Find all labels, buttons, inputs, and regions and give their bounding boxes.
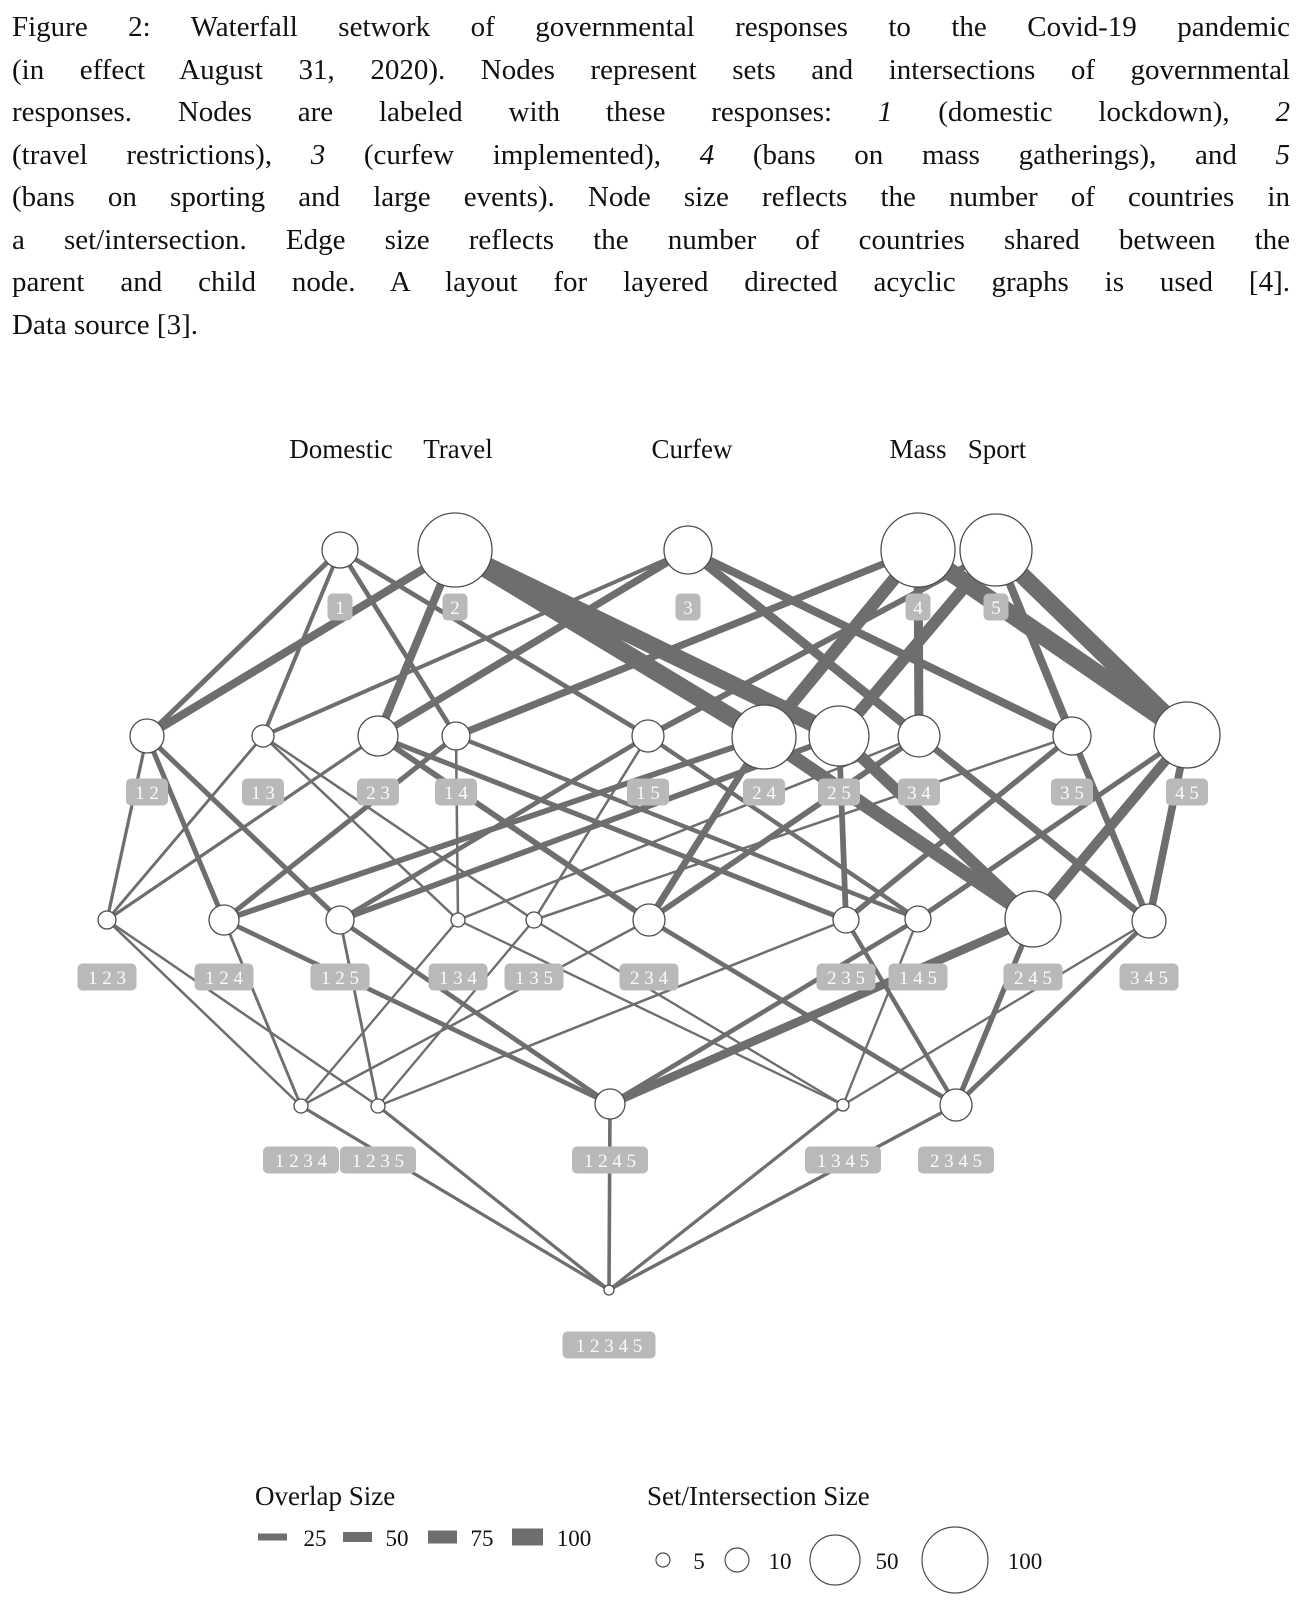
legend-size-circle-50: [810, 1535, 860, 1585]
node-label-123: [78, 964, 137, 991]
edge-14-134: [456, 736, 458, 920]
node-12345: [604, 1285, 614, 1295]
node-label-125: [311, 964, 370, 991]
node-15: [632, 720, 664, 752]
node-label-text-24: 2 4: [752, 783, 776, 804]
legend-overlap-value-75: 75: [470, 1526, 494, 1551]
node-label-25: [818, 779, 860, 806]
node-label-245: [1004, 964, 1063, 991]
caption-response-number: 1: [877, 96, 893, 128]
edge-2345-12345: [609, 1105, 956, 1290]
edge-123-1235: [107, 920, 378, 1106]
legend-overlap-title: Overlap Size: [255, 1481, 396, 1511]
node-label-2: [443, 594, 468, 621]
column-header-travel: Travel: [423, 434, 493, 464]
legend-size-value-100: 100: [1007, 1549, 1043, 1574]
node-25: [809, 706, 869, 766]
node-label-1235: [340, 1147, 416, 1174]
node-label-text-145: 1 4 5: [899, 968, 937, 989]
column-header-curfew: Curfew: [651, 434, 733, 464]
node-label-text-23: 2 3: [366, 783, 390, 804]
node-label-text-35: 3 5: [1060, 783, 1084, 804]
node-label-1345: [805, 1147, 881, 1174]
node-label-35: [1051, 779, 1093, 806]
edge-125-1235: [340, 920, 378, 1106]
node-label-15: [627, 779, 669, 806]
edge-13-134: [263, 736, 458, 920]
node-label-45: [1166, 779, 1208, 806]
node-label-235: [817, 964, 876, 991]
node-235: [833, 907, 859, 933]
edge-124-1234: [224, 920, 301, 1106]
node-label-text-45: 4 5: [1175, 783, 1199, 804]
node-135: [526, 912, 542, 928]
node-label-2345: [918, 1147, 994, 1174]
node-label-text-34: 3 4: [907, 783, 931, 804]
legend-size-circle-100: [922, 1527, 988, 1593]
node-label-145: [889, 964, 948, 991]
caption-response-number: 4: [699, 138, 715, 171]
edge-2-12: [147, 550, 455, 736]
node-245: [1005, 891, 1061, 947]
node-label-3: [676, 594, 701, 621]
legend-overlap-swatch-25: [258, 1534, 287, 1541]
node-label-text-1245: 1 2 4 5: [583, 1151, 637, 1172]
node-label-text-4: 4: [913, 598, 923, 619]
node-35: [1053, 717, 1091, 755]
node-label-14: [435, 779, 477, 806]
legend-size-value-10: 10: [768, 1549, 792, 1574]
legend-overlap-swatch-75: [428, 1531, 457, 1544]
caption-text: a set/intersection. Edge size reflects the number of countries shared between the: [12, 223, 1290, 256]
node-145: [905, 906, 931, 932]
node-label-text-2: 2: [450, 598, 460, 619]
column-header-sport: Sport: [967, 434, 1027, 464]
node-label-text-123: 1 2 3: [88, 968, 126, 989]
edge-1234-12345: [301, 1106, 609, 1290]
node-label-text-15: 1 5: [636, 783, 660, 804]
legend-size-value-50: 50: [875, 1549, 899, 1574]
node-2: [418, 513, 492, 587]
node-label-4: [906, 594, 931, 621]
node-1: [322, 532, 358, 568]
caption-text: (domestic lockdown),: [892, 96, 1276, 128]
edge-135-1235: [378, 920, 534, 1106]
edge-234-1234: [301, 920, 649, 1106]
legend-size-circle-5: [656, 1553, 670, 1567]
caption-text: (bans on mass gatherings), and: [714, 138, 1276, 171]
node-label-text-134: 1 3 4: [439, 968, 477, 989]
legend-overlap-value-25: 25: [303, 1526, 327, 1551]
node-1345: [837, 1099, 849, 1111]
edge-25-245: [839, 736, 1033, 919]
edge-1245-12345: [609, 1104, 610, 1290]
node-3: [664, 526, 712, 574]
node-label-text-13: 1 3: [251, 783, 275, 804]
caption-text: (bans on sporting and large events). Node size reflects the number of countries in: [12, 181, 1290, 213]
legend-size-circle-10: [725, 1548, 749, 1572]
edge-234-2345: [649, 920, 956, 1105]
edge-123-1234: [107, 920, 301, 1106]
node-label-13: [242, 779, 284, 806]
edge-1-12: [147, 550, 340, 736]
node-234: [633, 904, 665, 936]
legend-overlap-swatch-50: [343, 1532, 372, 1542]
caption-text: (in effect August 31, 2020). Nodes represent sets and intersections of governmental: [12, 53, 1290, 86]
edge-135-1345: [534, 920, 843, 1105]
node-123: [98, 911, 116, 929]
legend-overlap-value-100: 100: [556, 1526, 592, 1551]
node-1245: [595, 1089, 625, 1119]
node-345: [1132, 904, 1166, 938]
node-134: [451, 913, 465, 927]
node-label-345: [1120, 964, 1179, 991]
edge-145-1245: [610, 919, 918, 1104]
edge-345-1345: [843, 921, 1149, 1105]
edge-1345-12345: [609, 1105, 843, 1290]
node-23: [358, 716, 398, 756]
node-24: [732, 705, 796, 769]
node-1234: [294, 1099, 308, 1113]
node-1235: [371, 1099, 385, 1113]
node-label-23: [357, 779, 399, 806]
node-124: [209, 905, 239, 935]
column-header-mass: Mass: [889, 434, 947, 464]
node-label-text-1345: 1 3 4 5: [816, 1151, 870, 1172]
node-label-text-14: 1 4: [444, 783, 468, 804]
edge-5-45: [996, 550, 1187, 735]
node-45: [1154, 702, 1220, 768]
node-label-text-25: 2 5: [827, 783, 851, 804]
caption-text: Data source [3].: [12, 308, 198, 341]
edge-1235-12345: [378, 1106, 609, 1290]
node-label-1245: [572, 1147, 648, 1174]
node-label-34: [898, 779, 940, 806]
node-label-text-1235: 1 2 3 5: [351, 1151, 405, 1172]
node-label-text-3: 3: [683, 598, 693, 619]
node-label-text-245: 2 4 5: [1014, 968, 1052, 989]
legend-overlap-swatch-100: [512, 1529, 543, 1546]
node-125: [326, 906, 354, 934]
node-label-1234: [263, 1147, 339, 1174]
column-header-domestic: Domestic: [289, 434, 393, 464]
caption-text: responses. Nodes are labeled with these responses:: [12, 96, 878, 128]
caption-text: parent and child node. A layout for layered directed acyclic graphs is used [4].: [12, 266, 1290, 298]
node-label-text-235: 2 3 5: [827, 968, 865, 989]
node-label-text-135: 1 3 5: [515, 968, 553, 989]
caption-response-number: 3: [310, 138, 326, 171]
edge-235-2345: [846, 920, 956, 1105]
edge-345-2345: [956, 921, 1149, 1105]
node-label-text-1: 1: [335, 598, 345, 619]
legend-size-value-5: 5: [693, 1549, 705, 1574]
caption-text: (travel restrictions),: [12, 138, 311, 171]
node-4: [881, 513, 955, 587]
node-34: [898, 715, 940, 757]
node-5: [960, 514, 1032, 586]
edge-12-123: [107, 736, 147, 920]
node-label-124: [195, 964, 254, 991]
node-label-5: [984, 594, 1009, 621]
edge-235-1235: [378, 920, 846, 1106]
node-label-text-12345: 1 2 3 4 5: [575, 1336, 643, 1357]
caption-response-number: 5: [1275, 138, 1291, 171]
legend-overlap-value-50: 50: [385, 1526, 409, 1551]
node-label-text-125: 1 2 5: [321, 968, 359, 989]
node-label-135: [505, 964, 564, 991]
node-13: [252, 725, 274, 747]
node-label-234: [620, 964, 679, 991]
edge-13-123: [107, 736, 263, 920]
node-label-12345: [563, 1332, 656, 1359]
node-label-12: [126, 779, 168, 806]
edge-124-1245: [224, 920, 610, 1104]
node-label-1: [328, 594, 353, 621]
node-label-text-345: 3 4 5: [1130, 968, 1168, 989]
node-label-text-234: 2 3 4: [630, 968, 668, 989]
node-12: [130, 719, 164, 753]
edge-5-15: [648, 550, 996, 736]
node-2345: [940, 1089, 972, 1121]
caption-text: (curfew implemented),: [325, 138, 700, 171]
node-label-text-12: 1 2: [135, 783, 159, 804]
node-label-134: [429, 964, 488, 991]
caption-response-number: 2: [1275, 96, 1290, 128]
node-label-text-5: 5: [991, 598, 1001, 619]
node-label-text-1234: 1 2 3 4: [274, 1151, 328, 1172]
node-14: [442, 722, 470, 750]
node-label-24: [743, 779, 785, 806]
caption-text: Figure 2: Waterfall setwork of governmental responses to the Covid-19 pandemic: [12, 11, 1290, 43]
legend-size-title: Set/Intersection Size: [647, 1481, 870, 1511]
node-label-text-2345: 2 3 4 5: [929, 1151, 983, 1172]
node-label-text-124: 1 2 4: [205, 968, 243, 989]
